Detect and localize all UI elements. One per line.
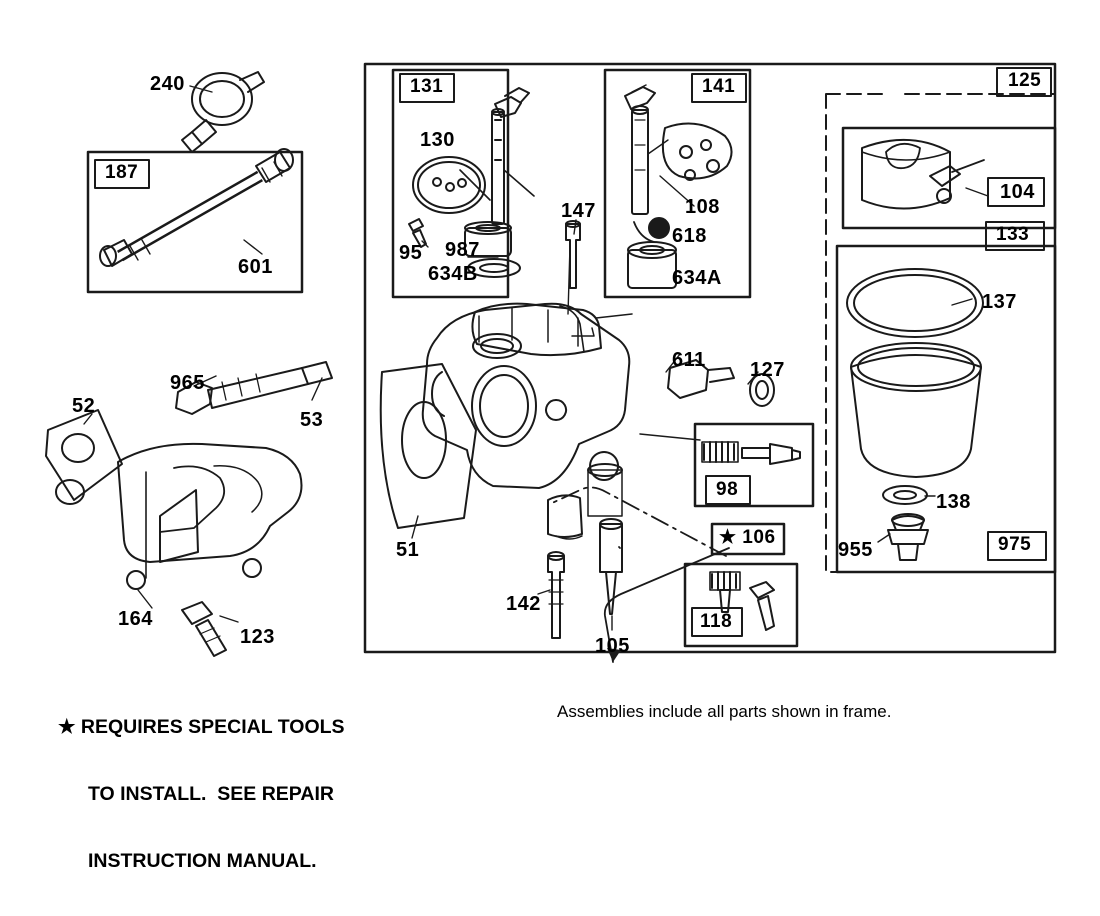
part-138-washer xyxy=(883,486,927,504)
callout-123: 123 xyxy=(240,626,275,648)
callout-52: 52 xyxy=(72,395,96,417)
part-51-gasket xyxy=(381,364,476,528)
frame-98-box xyxy=(695,424,813,506)
callout-51: 51 xyxy=(396,539,420,561)
callout-137: 137 xyxy=(982,291,1017,313)
callout-141: 141 xyxy=(702,76,736,97)
callout-142: 142 xyxy=(506,593,541,615)
callout-965: 965 xyxy=(170,372,205,394)
callout-138: 138 xyxy=(936,491,971,513)
part-98-spring xyxy=(704,442,734,462)
special-tools-footnote xyxy=(58,672,345,916)
callout-187: 187 xyxy=(105,162,139,183)
callout-53: 53 xyxy=(300,409,324,431)
callout-95: 95 xyxy=(399,242,423,264)
callout-104: 104 xyxy=(1000,181,1035,203)
part-bowl xyxy=(851,355,981,477)
part-105-needle xyxy=(600,524,622,572)
frame-141-box xyxy=(605,70,750,297)
callout-108: 108 xyxy=(685,196,720,218)
part-955-nut xyxy=(892,516,924,530)
callout-611: 611 xyxy=(672,349,706,371)
callout-98: 98 xyxy=(716,479,739,500)
callout-125: 125 xyxy=(1008,70,1042,91)
callout-601: 601 xyxy=(238,256,273,278)
callout-240: 240 xyxy=(150,73,185,95)
callout-987: 987 xyxy=(445,239,480,261)
assemblies-note: Assemblies include all parts shown in frame. xyxy=(557,702,892,721)
part-108-plate xyxy=(663,124,732,179)
callout-106: ★ 106 xyxy=(719,527,776,548)
footnote-line-2: TO INSTALL. SEE REPAIR xyxy=(88,783,334,806)
part-118-spring xyxy=(712,572,736,590)
callout-618: 618 xyxy=(672,225,707,247)
callout-131: 131 xyxy=(410,76,444,97)
callout-105: 105 xyxy=(595,635,630,657)
callout-955: 955 xyxy=(838,539,873,561)
callout-133: 133 xyxy=(996,224,1030,245)
part-142-emulsion-tube xyxy=(548,556,564,638)
footnote-line-3: INSTRUCTION MANUAL. xyxy=(88,849,317,872)
part-137-gasket xyxy=(847,269,983,337)
callout-975: 975 xyxy=(998,534,1032,555)
part-147-needle xyxy=(566,224,580,288)
callout-634B: 634B xyxy=(428,263,478,285)
callout-130: 130 xyxy=(420,129,455,151)
part-95-screw xyxy=(409,219,423,231)
callout-634A: 634A xyxy=(672,267,722,289)
callout-164: 164 xyxy=(118,608,153,630)
callout-127: 127 xyxy=(750,359,785,381)
frame-133-box xyxy=(837,246,1055,572)
footnote-line-1: ★ REQUIRES SPECIAL TOOLS xyxy=(58,716,345,739)
callout-118: 118 xyxy=(700,611,733,632)
callout-147: 147 xyxy=(561,200,596,222)
